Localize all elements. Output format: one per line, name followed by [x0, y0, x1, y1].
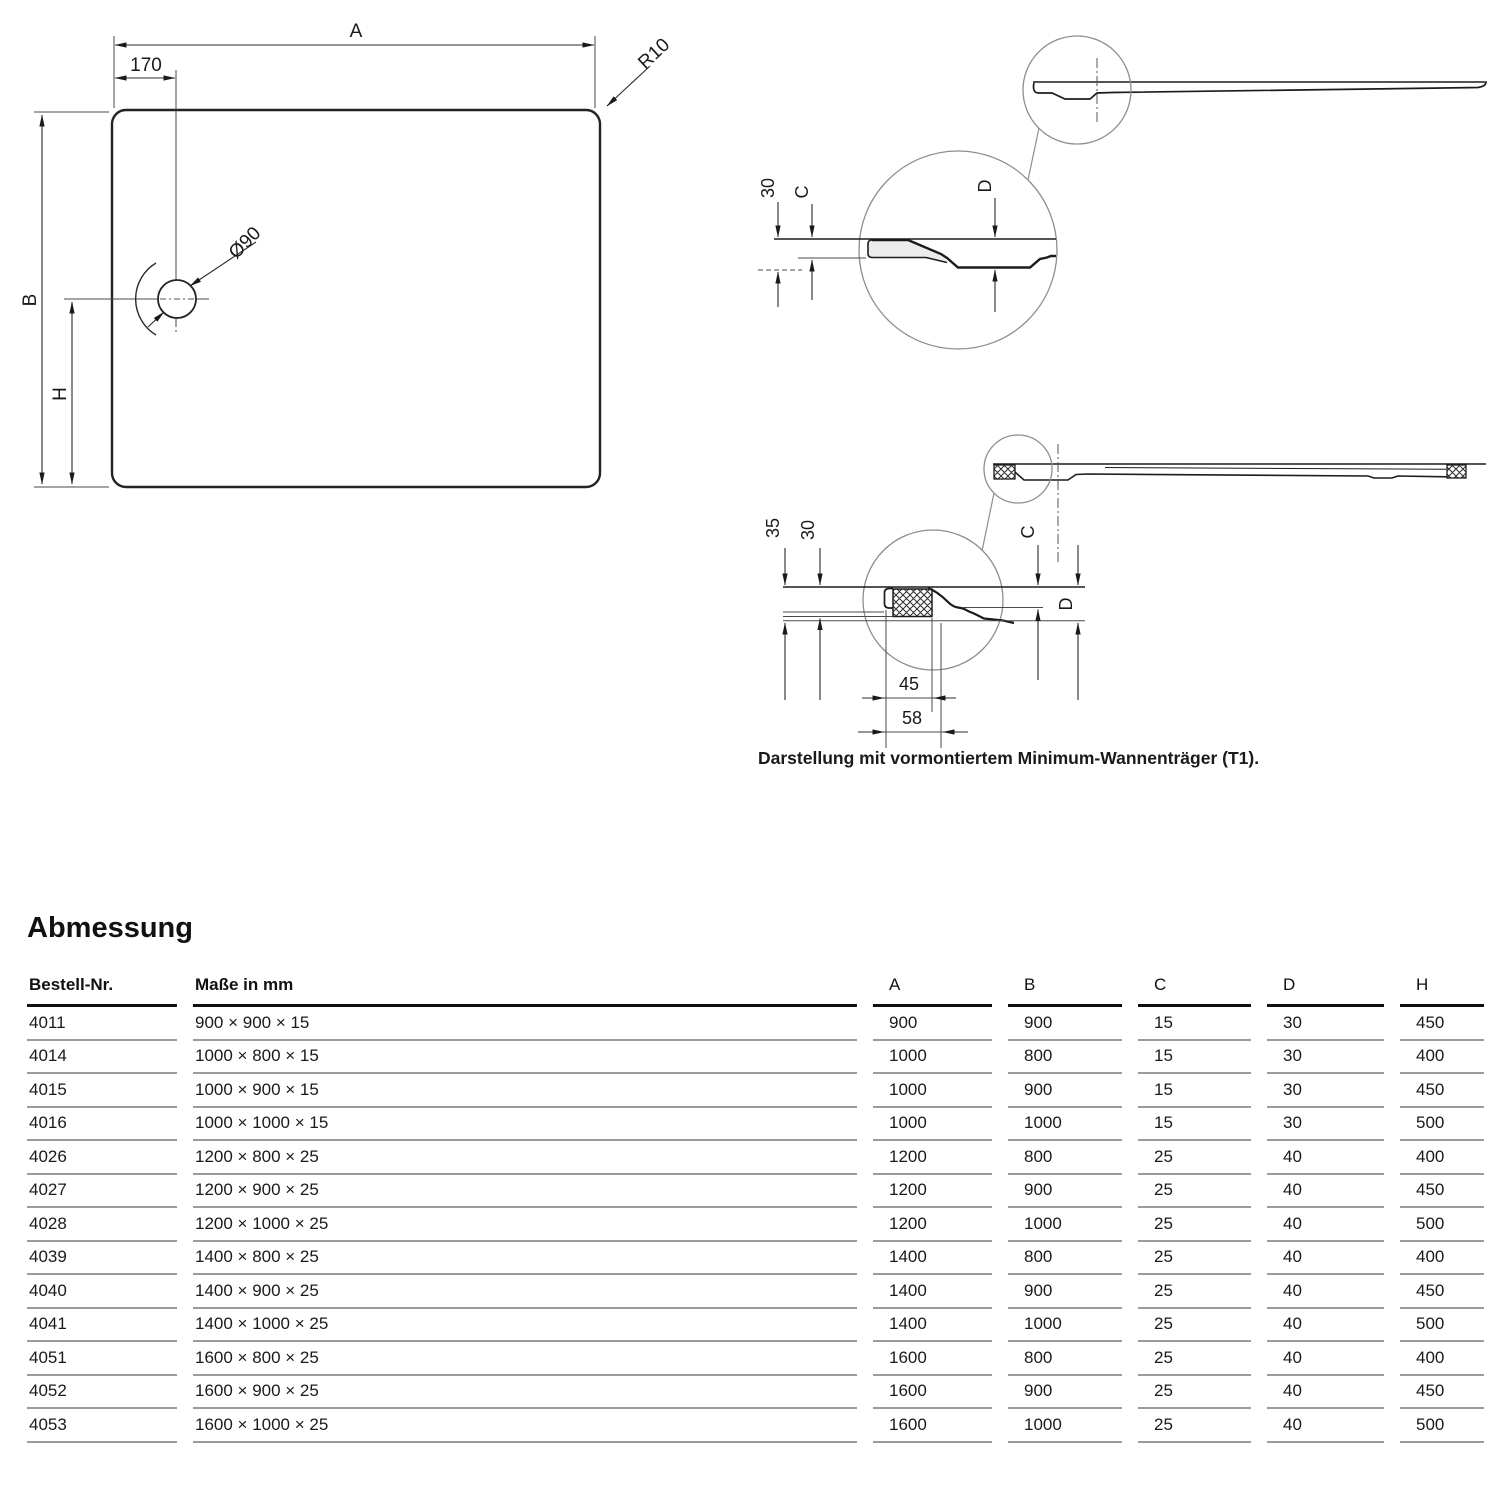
table-row — [27, 1376, 1484, 1410]
cell-c: 25 — [1138, 1342, 1251, 1376]
cell-dimensions: 1200 × 800 × 25 — [193, 1141, 857, 1175]
dim-b-label: B — [20, 293, 41, 307]
cell-d: 30 — [1267, 1108, 1384, 1142]
cell-a: 1000 — [873, 1108, 992, 1142]
cell-h: 500 — [1400, 1108, 1484, 1142]
cell-c: 25 — [1138, 1208, 1251, 1242]
cell-c: 25 — [1138, 1141, 1251, 1175]
cell-order-no: 4039 — [27, 1242, 177, 1276]
cell-c: 25 — [1138, 1409, 1251, 1443]
cell-h: 450 — [1400, 1275, 1484, 1309]
cell-b: 900 — [1008, 1376, 1122, 1410]
cell-b: 1000 — [1008, 1409, 1122, 1443]
dim-r10-label: R10 — [634, 34, 675, 74]
dim-30-label: 30 — [758, 177, 778, 199]
cell-dimensions: 1600 × 900 × 25 — [193, 1376, 857, 1410]
table-row — [27, 1041, 1484, 1075]
carrier-caption: Darstellung mit vormontiertem Minimum-Wannenträger (T1). — [758, 748, 1260, 768]
cell-order-no: 4014 — [27, 1041, 177, 1075]
dim-35-label: 35 — [763, 517, 783, 539]
cell-dimensions: 1600 × 800 × 25 — [193, 1342, 857, 1376]
cell-dimensions: 1200 × 900 × 25 — [193, 1175, 857, 1209]
cell-dimensions: 1000 × 1000 × 15 — [193, 1108, 857, 1142]
cell-h: 400 — [1400, 1342, 1484, 1376]
cell-order-no: 4053 — [27, 1409, 177, 1443]
cell-c: 15 — [1138, 1074, 1251, 1108]
cell-b: 900 — [1008, 1175, 1122, 1209]
cell-order-no: 4026 — [27, 1141, 177, 1175]
cell-h: 450 — [1400, 1074, 1484, 1108]
header-order-no: Bestell-Nr. — [27, 975, 177, 1007]
table-row — [27, 1108, 1484, 1142]
cell-d: 40 — [1267, 1175, 1384, 1209]
table-row — [27, 1175, 1484, 1209]
cell-b: 1000 — [1008, 1108, 1122, 1142]
cell-a: 1200 — [873, 1175, 992, 1209]
cell-order-no: 4028 — [27, 1208, 177, 1242]
cell-b: 1000 — [1008, 1309, 1122, 1343]
cell-dimensions: 1000 × 900 × 15 — [193, 1074, 857, 1108]
dim-h-label: H — [50, 387, 71, 401]
cell-h: 450 — [1400, 1376, 1484, 1410]
cell-order-no: 4052 — [27, 1376, 177, 1410]
cell-c: 25 — [1138, 1275, 1251, 1309]
cell-dimensions: 1400 × 800 × 25 — [193, 1242, 857, 1276]
header-h: H — [1400, 975, 1484, 1007]
cell-c: 15 — [1138, 1108, 1251, 1142]
cell-a: 1600 — [873, 1409, 992, 1443]
table-row — [27, 1074, 1484, 1108]
cell-b: 800 — [1008, 1242, 1122, 1276]
cell-dimensions: 1600 × 1000 × 25 — [193, 1409, 857, 1443]
detail-circle-small — [1023, 36, 1131, 144]
cell-d: 30 — [1267, 1041, 1384, 1075]
table-row — [27, 1242, 1484, 1276]
cell-b: 1000 — [1008, 1208, 1122, 1242]
dim-170-label: 170 — [130, 55, 162, 76]
cell-a: 1600 — [873, 1376, 992, 1410]
carrier-hatch — [893, 589, 932, 617]
cell-a: 900 — [873, 1007, 992, 1041]
cell-d: 40 — [1267, 1342, 1384, 1376]
cell-order-no: 4027 — [27, 1175, 177, 1209]
cell-d: 30 — [1267, 1074, 1384, 1108]
cell-a: 1400 — [873, 1242, 992, 1276]
cell-b: 900 — [1008, 1007, 1122, 1041]
dimension-table-body — [27, 1007, 1484, 1443]
cell-d: 40 — [1267, 1275, 1384, 1309]
figure-top-view — [20, 21, 674, 487]
figure-section-basic — [758, 36, 1487, 349]
cell-h: 500 — [1400, 1208, 1484, 1242]
cell-a: 1600 — [873, 1342, 992, 1376]
dim-d-carrier-label: D — [1056, 597, 1076, 611]
cell-dimensions: 900 × 900 × 15 — [193, 1007, 857, 1041]
cell-c: 25 — [1138, 1175, 1251, 1209]
cell-order-no: 4040 — [27, 1275, 177, 1309]
cell-d: 40 — [1267, 1208, 1384, 1242]
dim-58-label: 58 — [901, 708, 923, 728]
header-d: D — [1267, 975, 1384, 1007]
cell-b: 800 — [1008, 1141, 1122, 1175]
cell-a: 1200 — [873, 1208, 992, 1242]
dim-d90-label: Ø90 — [224, 222, 266, 264]
cell-order-no: 4041 — [27, 1309, 177, 1343]
dim-c-carrier-label: C — [1018, 525, 1038, 539]
cell-d: 40 — [1267, 1309, 1384, 1343]
header-b: B — [1008, 975, 1122, 1007]
cell-c: 15 — [1138, 1041, 1251, 1075]
cell-h: 450 — [1400, 1175, 1484, 1209]
cell-dimensions: 1400 × 1000 × 25 — [193, 1309, 857, 1343]
section-title: Abmessung — [27, 912, 193, 944]
dim-a-label: A — [349, 21, 363, 42]
table-row — [27, 1409, 1484, 1443]
cell-h: 500 — [1400, 1309, 1484, 1343]
header-dimensions: Maße in mm — [193, 975, 857, 1007]
header-a: A — [873, 975, 992, 1007]
cell-b: 800 — [1008, 1342, 1122, 1376]
cell-h: 400 — [1400, 1242, 1484, 1276]
cell-c: 15 — [1138, 1007, 1251, 1041]
cell-order-no: 4051 — [27, 1342, 177, 1376]
cell-a: 1000 — [873, 1074, 992, 1108]
cell-a: 1400 — [873, 1309, 992, 1343]
cell-dimensions: 1200 × 1000 × 25 — [193, 1208, 857, 1242]
cell-h: 400 — [1400, 1141, 1484, 1175]
cell-dimensions: 1400 × 900 × 25 — [193, 1275, 857, 1309]
cell-c: 25 — [1138, 1376, 1251, 1410]
cell-h: 500 — [1400, 1409, 1484, 1443]
dim-d-label: D — [975, 179, 995, 193]
cell-dimensions: 1000 × 800 × 15 — [193, 1041, 857, 1075]
table-header-row — [27, 975, 1484, 1007]
cell-order-no: 4011 — [27, 1007, 177, 1041]
table-row — [27, 1141, 1484, 1175]
cell-d: 30 — [1267, 1007, 1384, 1041]
cell-order-no: 4016 — [27, 1108, 177, 1142]
cell-b: 800 — [1008, 1041, 1122, 1075]
cell-c: 25 — [1138, 1242, 1251, 1276]
cell-a: 1000 — [873, 1041, 992, 1075]
table-row — [27, 1275, 1484, 1309]
dim-c-label: C — [792, 185, 812, 199]
dimension-table — [11, 975, 1500, 1443]
cell-d: 40 — [1267, 1242, 1384, 1276]
cell-h: 400 — [1400, 1041, 1484, 1075]
cell-b: 900 — [1008, 1275, 1122, 1309]
cell-d: 40 — [1267, 1141, 1384, 1175]
cell-d: 40 — [1267, 1409, 1384, 1443]
dim-30-carrier-label: 30 — [798, 519, 818, 541]
table-row — [27, 1208, 1484, 1242]
dim-45-label: 45 — [898, 674, 920, 694]
table-row — [27, 1309, 1484, 1343]
table-row — [27, 1007, 1484, 1041]
cell-h: 450 — [1400, 1007, 1484, 1041]
cell-c: 25 — [1138, 1309, 1251, 1343]
figure-section-carrier — [758, 435, 1486, 768]
cell-order-no: 4015 — [27, 1074, 177, 1108]
cell-d: 40 — [1267, 1376, 1384, 1410]
header-c: C — [1138, 975, 1251, 1007]
cell-b: 900 — [1008, 1074, 1122, 1108]
cell-a: 1200 — [873, 1141, 992, 1175]
table-row — [27, 1342, 1484, 1376]
cell-a: 1400 — [873, 1275, 992, 1309]
